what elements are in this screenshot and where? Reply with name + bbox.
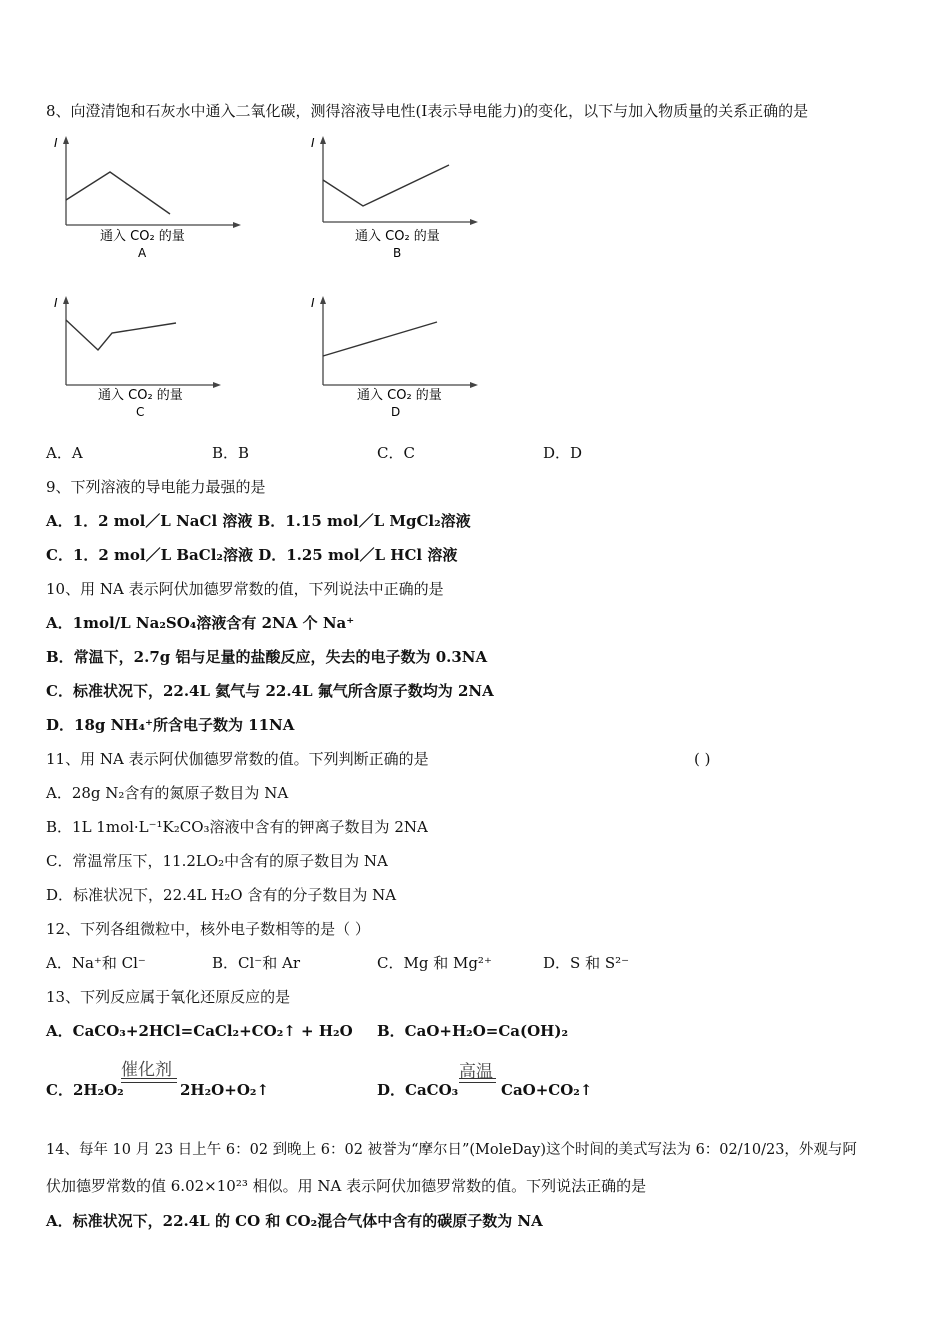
q14-stem-line2: 伏加德罗常数的值 6.02×10²³ 相似。用 NA 表示阿伏加德罗常数的值。下列说法正确的是 <box>46 1177 647 1195</box>
q8-option-b[interactable]: B．B <box>212 444 250 462</box>
q13-option-d-right[interactable]: CaO+CO₂↑ <box>501 1081 593 1099</box>
q10-option-c[interactable]: C．标准状况下，22.4L 氦气与 22.4L 氟气所含原子数均为 2NA <box>46 682 494 700</box>
q12-option-b[interactable]: B．Cl⁻和 Ar <box>212 954 300 972</box>
q11-option-b[interactable]: B．1L 1mol·L⁻¹K₂CO₃溶液中含有的钾离子数目为 2NA <box>46 818 428 836</box>
graph-c <box>48 292 248 431</box>
graph-a-curve <box>66 172 170 214</box>
graph-b-curve <box>323 165 449 206</box>
q13-option-c-left[interactable]: C．2H₂O₂ <box>46 1081 124 1099</box>
graph-c-xlabel: 通入 CO₂ 的量 <box>98 388 183 403</box>
q14-stem-line1: 14、每年 10 月 23 日上午 6：02 到晚上 6：02 被誉为“摩尔日”(MoleDay)这个时间的美式写法为 6：02/10/23，外观与阿 <box>46 1142 857 1158</box>
q13-stem: 13、下列反应属于氧化还原反应的是 <box>46 988 291 1006</box>
q10-option-a[interactable]: A．1mol/L Na₂SO₄溶液含有 2NA 个 Na⁺ <box>46 614 355 632</box>
graph-d-letter: D <box>391 405 401 419</box>
graph-c-ylabel: I <box>54 296 58 310</box>
graph-d-ylabel: I <box>311 296 315 310</box>
graph-d-xlabel: 通入 CO₂ 的量 <box>357 388 442 403</box>
q12-stem: 12、下列各组微粒中，核外电子数相等的是（ ） <box>46 920 370 938</box>
graph-c-curve <box>66 320 176 350</box>
q8-option-a[interactable]: A．A <box>46 444 83 462</box>
q14-option-a[interactable]: A．标准状况下，22.4L 的 CO 和 CO₂混合气体中含有的碳原子数为 NA <box>46 1212 543 1230</box>
q11-option-c[interactable]: C．常温常压下，11.2LO₂中含有的原子数目为 NA <box>46 852 388 870</box>
q9-stem: 9、下列溶液的导电能力最强的是 <box>46 478 266 496</box>
graph-c-letter: C <box>136 405 145 419</box>
q13-option-c-condition: 催化剂 <box>121 1060 172 1080</box>
q13-option-b[interactable]: B．CaO+H₂O=Ca(OH)₂ <box>377 1022 569 1040</box>
graph-d-curve <box>323 322 437 356</box>
q9-options-row2[interactable]: C．1．2 mol／L BaCl₂溶液 D．1.25 mol／L HCl 溶液 <box>46 546 458 564</box>
q11-stem: 11、用 NA 表示阿伏伽德罗常数的值。下列判断正确的是 <box>46 750 429 768</box>
q13-option-c-equals-sign <box>121 1078 177 1083</box>
q12-option-c[interactable]: C．Mg 和 Mg²⁺ <box>377 954 492 972</box>
q11-option-a[interactable]: A．28g N₂含有的氮原子数目为 NA <box>46 784 289 802</box>
graph-a <box>48 132 248 271</box>
graph-b-ylabel: I <box>311 136 315 150</box>
q9-options-row1[interactable]: A．1．2 mol／L NaCl 溶液 B．1.15 mol／L MgCl₂溶液 <box>46 512 471 530</box>
q8-stem: 8、向澄清饱和石灰水中通入二氧化碳，测得溶液导电性(I表示导电能力)的变化，以下与加入物质量的关系正确的是 <box>46 102 809 120</box>
graph-a-ylabel: I <box>54 136 58 150</box>
q13-option-d-left[interactable]: D．CaCO₃ <box>377 1081 459 1099</box>
graph-d <box>305 292 505 431</box>
q8-option-d[interactable]: D．D <box>543 444 583 462</box>
q8-option-c[interactable]: C．C <box>377 444 415 462</box>
q12-option-d[interactable]: D．S 和 S²⁻ <box>543 954 630 972</box>
graph-a-letter: A <box>138 246 147 260</box>
graph-a-xlabel: 通入 CO₂ 的量 <box>100 229 185 244</box>
q13-option-a[interactable]: A．CaCO₃+2HCl=CaCl₂+CO₂↑ + H₂O <box>46 1022 353 1040</box>
q11-answer-paren: ( ) <box>694 750 711 768</box>
q10-stem: 10、用 NA 表示阿伏加德罗常数的值，下列说法中正确的是 <box>46 580 444 598</box>
q10-option-b[interactable]: B．常温下，2.7g 铝与足量的盐酸反应，失去的电子数为 0.3NA <box>46 648 488 666</box>
q10-option-d[interactable]: D．18g NH₄⁺所含电子数为 11NA <box>46 716 295 734</box>
q13-option-c-right[interactable]: 2H₂O+O₂↑ <box>180 1081 270 1099</box>
q13-option-d-condition: 高温 <box>459 1062 493 1082</box>
q11-option-d[interactable]: D．标准状况下，22.4L H₂O 含有的分子数目为 NA <box>46 886 397 904</box>
q13-option-d-equals-sign <box>459 1078 496 1083</box>
graph-b-letter: B <box>393 246 402 260</box>
graph-b <box>305 132 505 271</box>
q12-option-a[interactable]: A．Na⁺和 Cl⁻ <box>46 954 146 972</box>
graph-b-xlabel: 通入 CO₂ 的量 <box>355 229 440 244</box>
